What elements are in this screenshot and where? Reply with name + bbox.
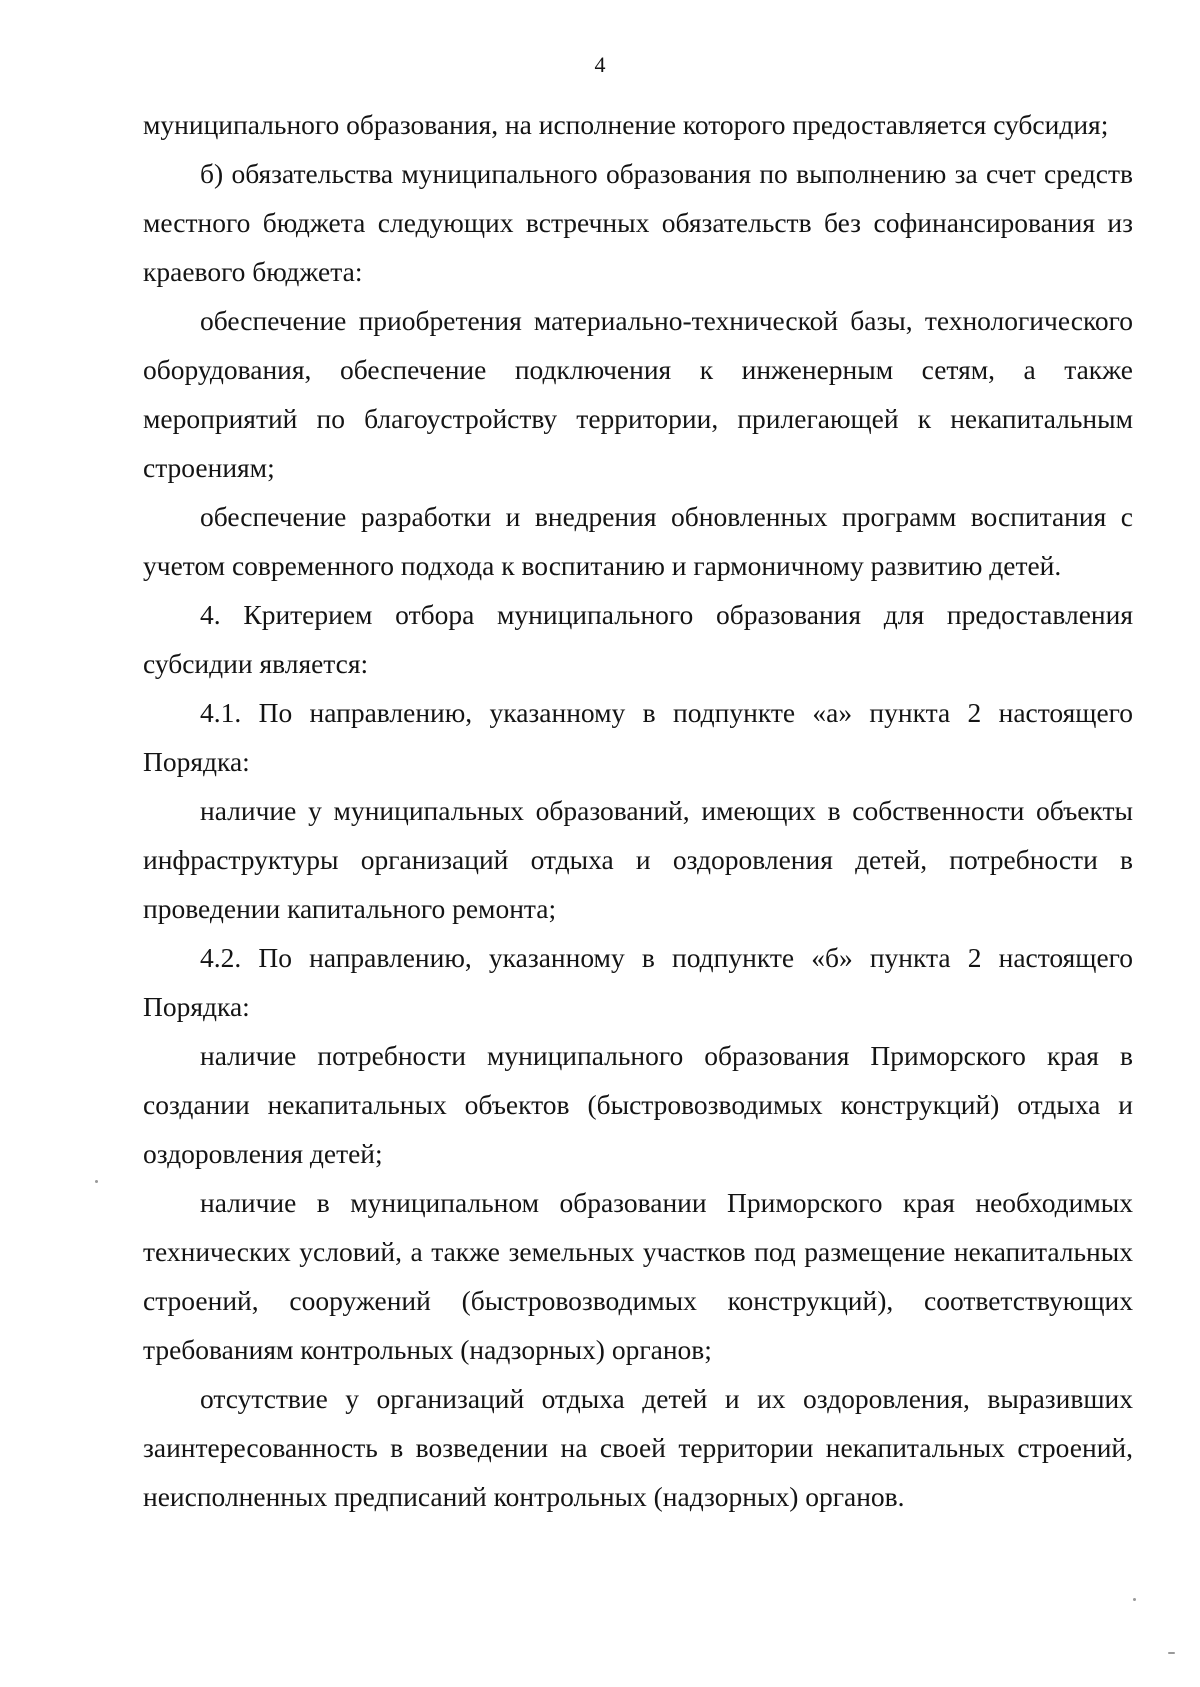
- paragraph-1: муниципального образования, на исполнение которого предоставляется субсидия;: [143, 109, 1109, 140]
- scan-speck: [1133, 1598, 1136, 1601]
- paragraph-10: наличие в муниципальном образовании Приморского края необходимых технических условий, а также земельных участков под размещение некапитальных строений, сооружений (быстровозводимых конструкций), соответствующих требованиям контрольных (надзорных) органов;: [143, 1187, 1133, 1365]
- paragraph-5: 4. Критерием отбора муниципального образования для предоставления субсидии является:: [143, 599, 1133, 679]
- paragraph-7: наличие у муниципальных образований, имеющих в собственности объекты инфраструктуры организаций отдыха и оздоровления детей, потребности в проведении капитального ремонта;: [143, 795, 1133, 924]
- paragraph-2: б) обязательства муниципального образования по выполнению за счет средств местного бюджета следующих встречных обязательств без софинансирования из краевого бюджета:: [143, 158, 1133, 287]
- page-number: 4: [594, 52, 606, 77]
- paragraph-3: обеспечение приобретения материально-технической базы, технологического оборудования, обеспечение подключения к инженерным сетям, а также мероприятий по благоустройству территории, прилегающей к некапитальным строениям;: [143, 305, 1133, 483]
- paragraph-4: обеспечение разработки и внедрения обновленных программ воспитания с учетом современного подхода к воспитанию и гармоничному развитию детей.: [143, 501, 1133, 581]
- scan-speck: [1168, 1652, 1175, 1654]
- scan-speck: [95, 1180, 98, 1183]
- paragraph-8: 4.2. По направлению, указанному в подпункте «б» пункта 2 настоящего Порядка:: [143, 942, 1133, 1022]
- paragraph-6: 4.1. По направлению, указанному в подпункте «а» пункта 2 настоящего Порядка:: [143, 697, 1133, 777]
- document-body: [143, 100, 1133, 1521]
- paragraph-11: отсутствие у организаций отдыха детей и их оздоровления, выразивших заинтересованность в возведении на своей территории некапитальных строений, неисполненных предписаний контрольных (надзорных) органов.: [143, 1383, 1133, 1512]
- paragraph-9: наличие потребности муниципального образования Приморского края в создании некапитальных объектов (быстровозводимых конструкций) отдыха и оздоровления детей;: [143, 1040, 1133, 1169]
